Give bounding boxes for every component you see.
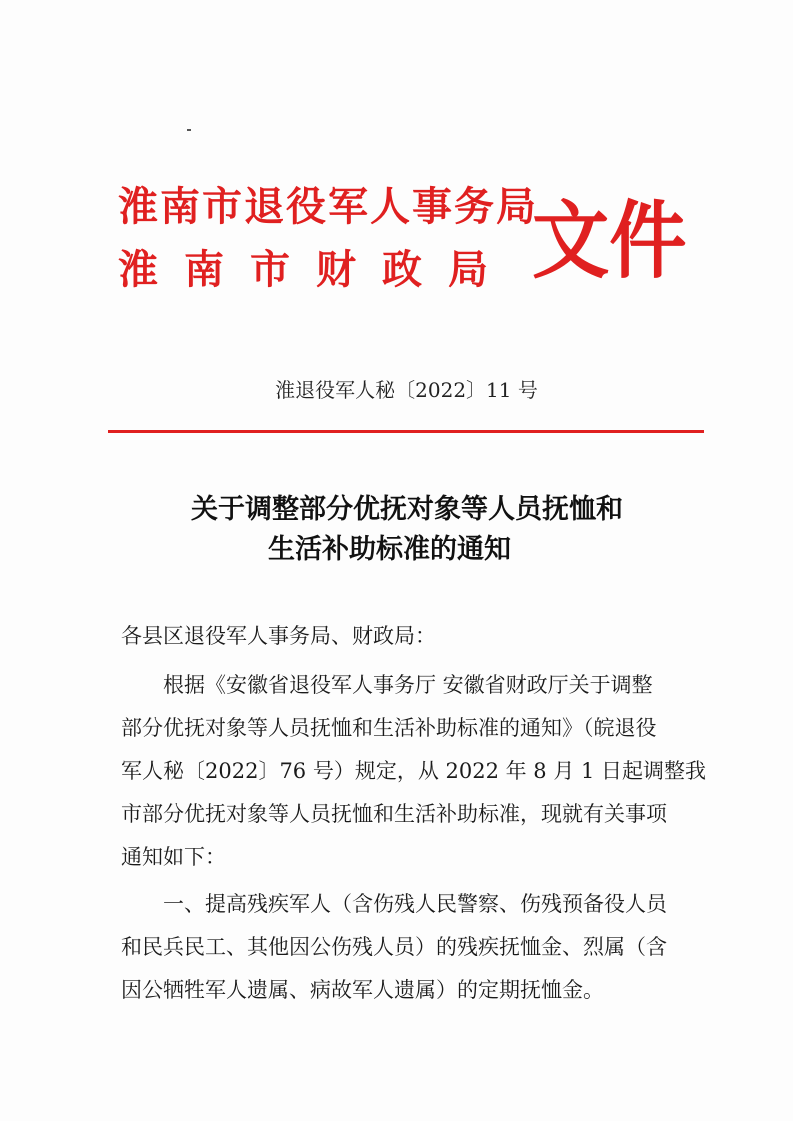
paragraph-1-line: 根据《安徽省退役军人事务厅 安徽省财政厅关于调整 [163, 673, 653, 697]
paragraph-1-line: 军人秘〔2022〕76 号）规定，从 2022 年 8 月 1 日起调整我 [121, 759, 707, 783]
salutation: 各县区退役军人事务局、财政局： [121, 624, 436, 648]
document-title-line-2: 生活补助标准的通知 [268, 534, 511, 565]
red-separator-line [108, 430, 704, 433]
scan-speck [187, 129, 191, 131]
paragraph-2-line: 一、提高残疾军人（含伤残人民警察、伤残预备役人员 [163, 892, 667, 916]
issuer-line-2: 淮南市财政局 [118, 246, 514, 293]
document-title-line-1: 关于调整部分优抚对象等人员抚恤和 [191, 494, 623, 525]
paragraph-2-line: 因公牺牲军人遗属、病故军人遗属）的定期抚恤金。 [121, 978, 604, 1002]
paragraph-1-line: 通知如下： [121, 845, 226, 869]
document-number: 淮退役军人秘〔2022〕11 号 [275, 378, 538, 402]
document-type-label: 文件 [532, 192, 687, 290]
issuer-line-1: 淮南市退役军人事务局 [118, 183, 538, 230]
paragraph-1-line: 市部分优抚对象等人员抚恤和生活补助标准，现就有关事项 [121, 802, 667, 826]
paragraph-2-line: 和民兵民工、其他因公伤残人员）的残疾抚恤金、烈属（含 [121, 935, 667, 959]
paragraph-1-line: 部分优抚对象等人员抚恤和生活补助标准的通知》（皖退役 [121, 716, 657, 740]
